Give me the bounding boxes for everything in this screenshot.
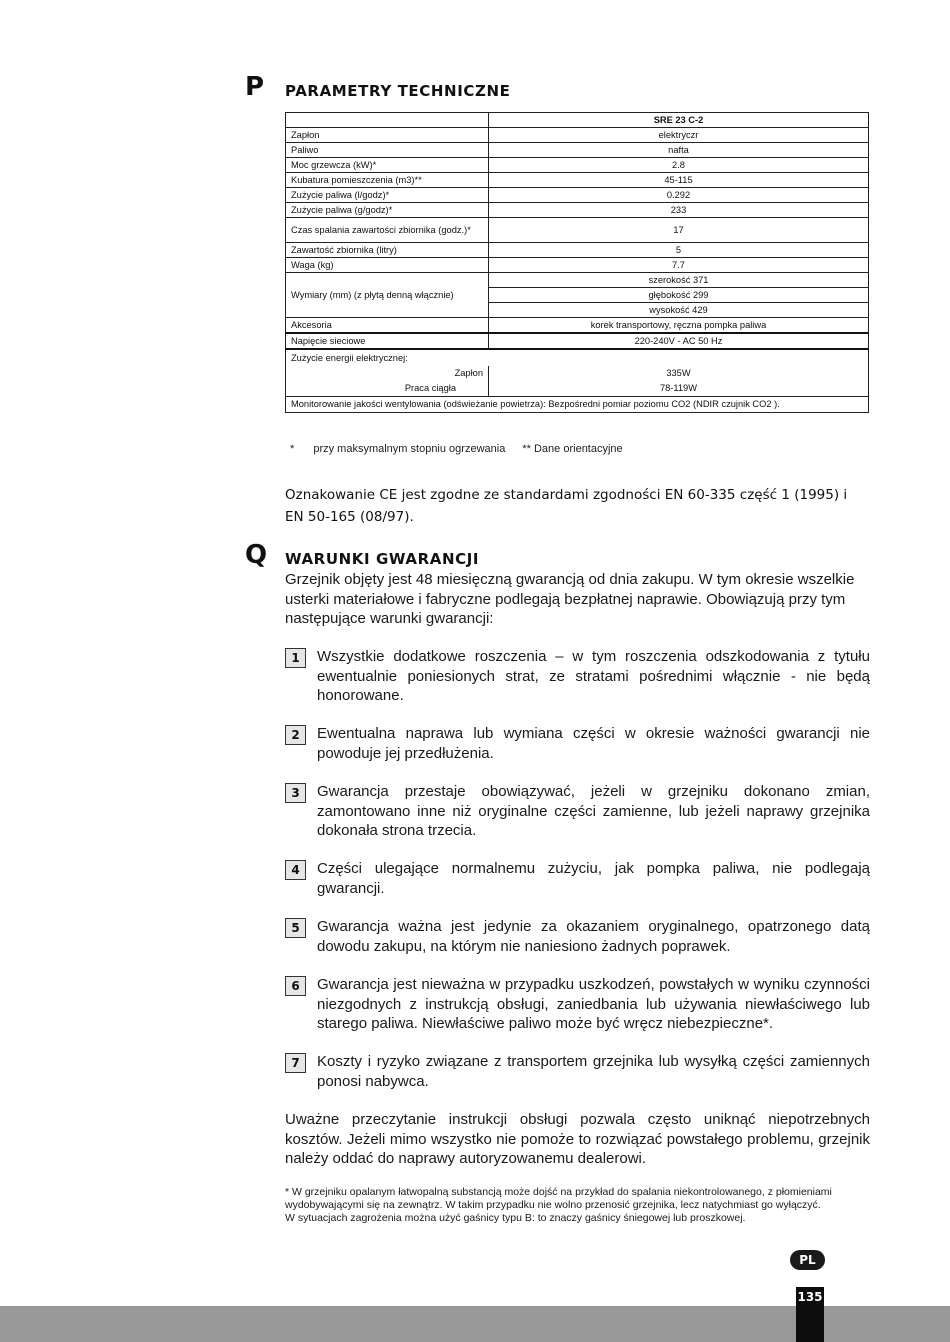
- dimension-height: wysokość 429: [489, 303, 869, 318]
- table-row: [286, 318, 869, 334]
- table-row: [286, 243, 869, 258]
- item-text: Koszty i ryzyko związane z transportem grzejnika lub wysyłką części zamiennych ponosi nabywca.: [317, 1053, 870, 1090]
- power-ignition-value: 335W: [489, 366, 869, 381]
- power-label: Zużycie energii elektrycznej:: [286, 349, 869, 366]
- row-value: 17: [489, 218, 869, 243]
- table-row-monitoring: [286, 397, 869, 413]
- section-title-technical-parameters: PARAMETRY TECHNICZNE: [285, 82, 511, 100]
- table-row: [286, 258, 869, 273]
- warranty-item-1: [285, 647, 870, 706]
- table-row: [286, 203, 869, 218]
- row-value: nafta: [489, 143, 869, 158]
- footnote: [285, 1186, 870, 1225]
- row-value: 5: [489, 243, 869, 258]
- note-indicative: ** Dane orientacyjne: [522, 443, 623, 455]
- row-label: Czas spalania zawartości zbiornika (godz.)*: [286, 218, 489, 243]
- voltage-value: 220-240V - AC 50 Hz: [489, 333, 869, 349]
- warranty-item-2: [285, 724, 870, 763]
- warranty-item-7: [285, 1052, 870, 1091]
- table-row-power: [286, 349, 869, 366]
- table-row: [286, 366, 869, 381]
- row-value: 2.8: [489, 158, 869, 173]
- language-badge: PL: [790, 1250, 825, 1270]
- row-value: 7.7: [489, 258, 869, 273]
- table-model-header: SRE 23 C-2: [489, 113, 869, 128]
- item-text: Ewentualna naprawa lub wymiana części w okresie ważności gwarancji nie powoduje jej przedłużenia.: [317, 725, 870, 762]
- accessories-label: Akcesoria: [286, 318, 489, 334]
- table-row: [286, 218, 869, 243]
- section-letter-q: Q: [245, 540, 268, 570]
- row-value: 233: [489, 203, 869, 218]
- item-number-box: 6: [285, 976, 306, 996]
- table-header-row: [286, 113, 869, 128]
- item-number-box: 4: [285, 860, 306, 880]
- table-notes: [290, 443, 637, 455]
- row-label: Zużycie paliwa (l/godz)*: [286, 188, 489, 203]
- item-text: Gwarancja ważna jest jedynie za okazaniem oryginalnego, opatrzonego datą dowodu zakupu, na którym nie naniesiono żadnych poprawek.: [317, 918, 870, 955]
- warranty-item-5: [285, 917, 870, 956]
- section-letter-p: P: [245, 72, 265, 102]
- warranty-outro: Uważne przeczytanie instrukcji obsługi pozwala często uniknąć niepotrzebnych kosztów. Jeżeli mimo wszystko nie pomoże to rozwiązać powstałego problemu, grzejnik należy oddać do naprawy autoryzowanemu dealerowi.: [285, 1111, 870, 1167]
- row-value: elektryczr: [489, 128, 869, 143]
- note-max-heating: przy maksymalnym stopniu ogrzewania: [313, 443, 506, 455]
- row-label: Zawartość zbiornika (litry): [286, 243, 489, 258]
- voltage-label: Napięcie sieciowe: [286, 333, 489, 349]
- warranty-item-6: [285, 975, 870, 1034]
- warranty-item-3: [285, 782, 870, 841]
- row-value: 45-115: [489, 173, 869, 188]
- monitoring-text: Monitorowanie jakości wentylowania (odświeżanie powietrza): Bezpośredni pomiar poziomu CO2 (NDIR czujnik CO2 ).: [286, 397, 869, 413]
- row-label: Kubatura pomieszczenia (m3)**: [286, 173, 489, 188]
- dimension-width: szerokość 371: [489, 273, 869, 288]
- note-star: *: [290, 443, 295, 455]
- technical-parameters-table: [285, 112, 869, 413]
- table-header-empty-cell: [286, 113, 489, 128]
- item-number-box: 5: [285, 918, 306, 938]
- item-text: Gwarancja przestaje obowiązywać, jeżeli w grzejniku dokonano zmian, zamontowano inne niż oryginalne części zamienne, lub jeżeli naprawy grzejnika dokonała strona trzecia.: [317, 783, 870, 839]
- table-row: [286, 143, 869, 158]
- row-label: Waga (kg): [286, 258, 489, 273]
- power-continuous-label: Praca ciągła: [286, 381, 489, 397]
- table-row: [286, 188, 869, 203]
- row-label: Moc grzewcza (kW)*: [286, 158, 489, 173]
- warranty-item-4: [285, 859, 870, 898]
- item-number-box: 7: [285, 1053, 306, 1073]
- table-row: [286, 128, 869, 143]
- section-title-warranty: WARUNKI GWARANCJI: [285, 550, 480, 568]
- warranty-intro: Grzejnik objęty jest 48 miesięczną gwarancją od dnia zakupu. W tym okresie wszelkie usterki materiałowe i fabryczne podlegają bezpłatnej naprawie. Obowiązują przy tym następujące warunki gwarancji:: [285, 571, 855, 627]
- row-value: 0.292: [489, 188, 869, 203]
- row-label: Zużycie paliwa (g/godz)*: [286, 203, 489, 218]
- table-row: [286, 381, 869, 397]
- power-ignition-label: Zapłon: [286, 366, 489, 381]
- accessories-value: korek transportowy, ręczna pompka paliwa: [489, 318, 869, 334]
- page-number: 135: [797, 1290, 823, 1304]
- row-label: Zapłon: [286, 128, 489, 143]
- footnote-line-1: * W grzejniku opalanym łatwopalną substancją może dojść na przykład do spalania niekontrolowanego, z płomieniami wydobywającymi się na zewnątrz. W takim przypadku nie wolno przenosić grzejnika, lecz natychmiast go wyłączyć.: [285, 1186, 832, 1211]
- row-label: Paliwo: [286, 143, 489, 158]
- footnote-line-2: W sytuacjach zagrożenia można użyć gaśnicy typu B: to znaczy gaśnicy śniegowej lub proszkowej.: [285, 1212, 746, 1224]
- item-text: Wszystkie dodatkowe roszczenia – w tym roszczenia odszkodowania z tytułu ewentualnie poniesionych strat, ze stratami pośrednimi włącznie - nie będą honorowane.: [317, 648, 870, 704]
- table-row-dimensions: [286, 273, 869, 288]
- table-row: [286, 173, 869, 188]
- ce-compliance-text: Oznakowanie CE jest zgodne ze standardami zgodności EN 60-335 część 1 (1995) i EN 50-165 (08/97).: [285, 487, 848, 525]
- dimensions-label: Wymiary (mm) (z płytą denną włącznie): [286, 273, 489, 318]
- item-text: Części ulegające normalnemu zużyciu, jak pompka paliwa, nie podlegają gwarancji.: [317, 860, 870, 897]
- power-continuous-value: 78-119W: [489, 381, 869, 397]
- item-number-box: 3: [285, 783, 306, 803]
- table-row: [286, 333, 869, 349]
- dimension-depth: głębokość 299: [489, 288, 869, 303]
- table-row: [286, 158, 869, 173]
- item-text: Gwarancja jest nieważna w przypadku uszkodzeń, powstałych w wyniku czynności niezgodnych z instrukcją obsługi, zaniedbania lub używania niewłaściwego lub starego paliwa. Niewłaściwe paliwo może być wręcz niebezpieczne*.: [317, 976, 870, 1032]
- item-number-box: 1: [285, 648, 306, 668]
- item-number-box: 2: [285, 725, 306, 745]
